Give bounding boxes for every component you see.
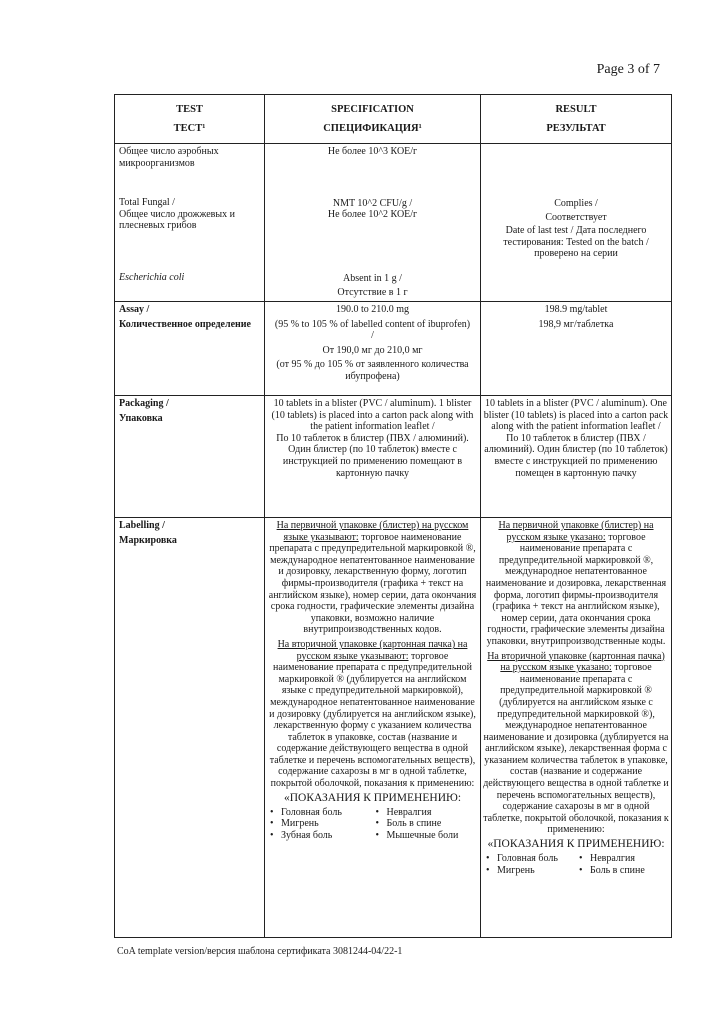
list-item: • Боль в спине xyxy=(373,818,479,830)
labelling-result-indications: «ПОКАЗАНИЯ К ПРИМЕНЕНИЮ: xyxy=(487,838,665,851)
assay-spec-percent-ru: (от 95 % до 105 % от заявленного количества ибупрофена) xyxy=(276,359,469,382)
ecoli-spec-en: Absent in 1 g / xyxy=(343,272,402,284)
micro-result-cell xyxy=(481,144,672,302)
specification-table xyxy=(114,94,672,938)
packaging-spec-ru: По 10 таблеток в блистер (ПВХ / алюминий). Один блистер (по 10 таблеток) вместе с инструкцией по применению помещают в картонную пачку xyxy=(276,432,469,479)
assay-test-ru: Количественное определение xyxy=(119,318,251,330)
list-item: • Невралгия xyxy=(576,853,669,865)
assay-result-ru: 198,9 мг/таблетка xyxy=(538,318,614,330)
list-item: • Мышечные боли xyxy=(373,830,479,842)
table-header-row xyxy=(115,95,672,144)
packaging-spec-cell xyxy=(265,396,481,518)
assay-spec-range: 190.0 to 210.0 mg xyxy=(335,304,410,315)
labelling-spec-primary: На первичной упаковке (блистер) на русском языке указывают: торговое наименование препарата с предупредительной маркировкой ®, международное непатентованное наименование и дозировку, лекарственную форму, логотип фирмы-производителя (графика + текст на английском языке), номер серии, дата окончания срока годности, графические элементы дизайна упаковки, возможно наличие внутрипроизводственных кодов. xyxy=(268,520,477,636)
aerobic-test: Общее число аэробных микроорганизмов xyxy=(119,146,219,169)
assay-result-cell xyxy=(481,302,672,396)
ecoli-test: Escherichia coli xyxy=(119,271,185,283)
packaging-test: Packaging / xyxy=(119,398,169,409)
list-item: • Боль в спине xyxy=(576,865,669,877)
ecoli-spec-ru: Отсутствие в 1 г xyxy=(337,287,408,299)
header-result: RESULT РЕЗУЛЬТАТ xyxy=(481,95,672,144)
header-test: TEST ТЕСТ¹ xyxy=(115,95,265,144)
page-number: Page 3 of 7 xyxy=(596,62,660,77)
labelling-spec-cell xyxy=(265,518,481,938)
table-row-microbiology xyxy=(115,144,672,302)
table-row-assay xyxy=(115,302,672,396)
list-item: • Головная боль xyxy=(483,853,576,865)
assay-test-cell xyxy=(115,302,265,396)
labelling-test-cell xyxy=(115,518,265,938)
list-item: • Головная боль xyxy=(267,807,373,819)
fungal-test-ru: Общее число дрожжевых и плесневых грибов xyxy=(119,208,235,232)
list-item: • Мигрень xyxy=(483,865,576,877)
labelling-result-primary: На первичной упаковке (блистер) на русском языке указано: торговое наименование препарата с предупредительной маркировкой ®, международное непатентованное наименование и дозировка, лекарственная форма, логотип фирмы-производителя (графика + текст на английском языке), номер серии, дата окончания срока годности, графические элементы дизайна упаковки, внутрипроизводственные коды. xyxy=(485,520,667,647)
labelling-spec-secondary: На вторичной упаковке (картонная пачка) на русском языке указывают: торговое наименование препарата с предупредительной маркировкой ® (дублируется на английском языке с предупредительной маркировкой), международное непатентованное наименование и дозировку (дублируется на английском языке), лекарственную форму с указанием количества таблеток в упаковке, состав (название и содержание действующего вещества в одной таблетке и перечень вспомогательных веществ), содержание сахарозы в мг в одной таблетке, покрытой оболочкой, показания к применению: xyxy=(269,638,476,790)
labelling-spec-indications: «ПОКАЗАНИЯ К ПРИМЕНЕНИЮ: xyxy=(283,791,462,804)
assay-spec-cell xyxy=(265,302,481,396)
labelling-spec-bullets xyxy=(267,807,478,842)
labelling-test-ru: Маркировка xyxy=(119,534,177,546)
table-row-packaging xyxy=(115,396,672,518)
packaging-result-cell xyxy=(481,396,672,518)
micro-spec-cell xyxy=(265,144,481,302)
assay-spec-percent: (95 % to 105 % of labelled content of ibuprofen) xyxy=(274,318,471,330)
table-row-labelling xyxy=(115,518,672,938)
labelling-test: Labelling / xyxy=(119,520,165,531)
assay-spec-separator: / xyxy=(371,330,374,342)
fungal-spec-ru: Не более 10^2 КОЕ/г xyxy=(327,209,418,221)
list-item: • Зубная боль xyxy=(267,830,373,842)
micro-test-cell xyxy=(115,144,265,302)
assay-test: Assay / xyxy=(119,304,150,315)
labelling-result-secondary: На вторичной упаковке (картонная пачка) на русском языке указано: торговое наименование препарата с предупредительной маркировкой ® (дублируется на английском языке с предупредительной маркировкой ®), международное непатентованное наименование и дозировка (дублируется на английском языке), лекарственная форма с указанием количества таблеток в упаковке, состав (название и содержание действующего вещества в одной таблетке и перечень вспомогательных веществ), содержание сахарозы в мг в одной таблетке, покрытой оболочкой, показания к применению: xyxy=(483,650,669,836)
packaging-spec-en: 10 tablets in a blister (PVC / aluminum). 1 blister (10 tablets) is placed into a carton pack along with the patient information leaflet / xyxy=(271,398,474,433)
aerobic-spec: Не более 10^3 КОЕ/г xyxy=(327,146,418,157)
packaging-result-ru: По 10 таблеток в блистер (ПВХ / алюминий). Один блистер (по 10 таблеток) вместе с инструкцией по применению помещен в картонную пачку xyxy=(484,432,668,479)
packaging-test-cell xyxy=(115,396,265,518)
fungal-spec-en: NMT 10^2 CFU/g / xyxy=(332,197,413,209)
assay-spec-range-ru: От 190,0 мг до 210,0 мг xyxy=(322,344,423,356)
labelling-result-bullets xyxy=(483,853,669,876)
fungal-test-en: Total Fungal / xyxy=(119,197,175,209)
list-item: • Невралгия xyxy=(373,807,479,819)
fungal-result-note: Date of last test / Дата последнего тестирования: Tested on the batch / проверено на серии xyxy=(503,225,649,260)
packaging-result-en: 10 tablets in a blister (PVC / aluminum). One blister (10 tablets) is placed into a carton pack along with the patient information leaflet / xyxy=(483,398,669,433)
fungal-result-ru: Соответствует xyxy=(545,211,607,223)
footer-template-version: CoA template version/версия шаблона сертификата 3081244-04/22-1 xyxy=(117,946,403,957)
fungal-result-en: Complies / xyxy=(554,198,598,209)
list-item: • Мигрень xyxy=(267,818,373,830)
packaging-test-ru: Упаковка xyxy=(119,412,163,424)
header-specification: SPECIFICATION СПЕЦИФИКАЦИЯ¹ xyxy=(265,95,481,144)
assay-result-en: 198.9 mg/tablet xyxy=(544,304,608,315)
labelling-result-cell xyxy=(481,518,672,938)
